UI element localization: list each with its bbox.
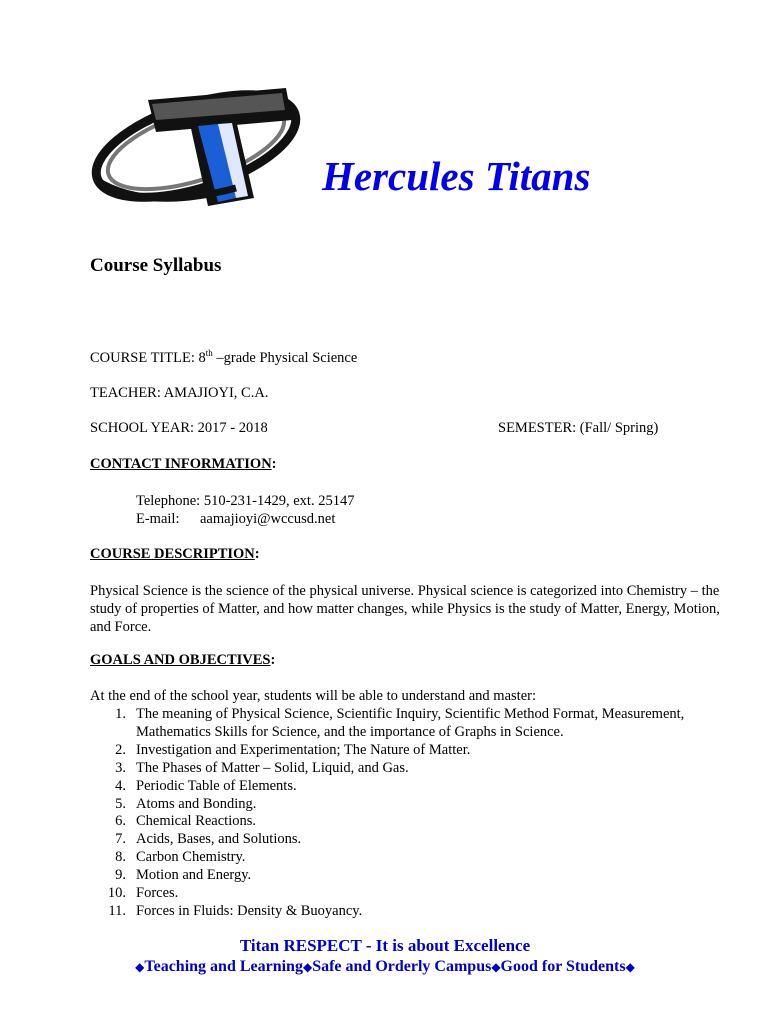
- teacher-line: TEACHER: AMAJIOYI, C.A.: [90, 385, 269, 401]
- diamond-icon: ◆: [302, 960, 313, 974]
- telephone-line: Telephone: 510-231-1429, ext. 25147: [136, 493, 355, 509]
- list-item: 10. Forces.: [107, 885, 179, 902]
- footer-motto: Titan RESPECT - It is about Excellence: [239, 936, 531, 955]
- document-title: Course Syllabus: [90, 255, 222, 276]
- school-year-line: SCHOOL YEAR: 2017 - 2018: [90, 420, 268, 436]
- diamond-icon: ◆: [135, 960, 145, 974]
- email-line: E-mail: aamajioyi@wccusd.net: [136, 511, 336, 527]
- list-item: 2. Investigation and Experimentation; The Nature of Matter.: [115, 741, 471, 758]
- goals-heading: GOALS AND OBJECTIVES:: [90, 652, 276, 668]
- list-item: 6. Chemical Reactions.: [115, 813, 256, 830]
- diamond-icon: ◆: [491, 960, 501, 974]
- description-text: Physical Science is the science of the physical universe. Physical science is categorized into Chemistry – the study of properties of Matter, and how matter changes, while Physics is the study of Matter, Energy, Motion, and Force.: [90, 583, 720, 635]
- diamond-icon: ◆: [625, 960, 635, 974]
- list-item: 9. Motion and Energy.: [115, 867, 252, 884]
- list-item: 5. Atoms and Bonding.: [115, 795, 257, 812]
- brand-title: Hercules Titans: [322, 153, 591, 199]
- list-item: 4. Periodic Table of Elements.: [115, 777, 297, 794]
- list-item: 8. Carbon Chemistry.: [115, 849, 246, 866]
- semester-line: SEMESTER: (Fall/ Spring): [498, 420, 659, 436]
- list-item: 1. The meaning of Physical Science, Scientific Inquiry, Scientific Method Format, Measurement, Mathematics Skills for Science, and the importance of Graphs in Science.: [115, 706, 685, 740]
- titan-logo-icon: [86, 80, 306, 218]
- list-item: 7. Acids, Bases, and Solutions.: [115, 831, 302, 848]
- list-item: 11. Forces in Fluids: Density & Buoyancy.: [108, 902, 363, 919]
- contact-block: [136, 492, 354, 528]
- goals-list: [90, 706, 730, 921]
- course-title: COURSE TITLE: 8th –grade Physical Science: [90, 348, 358, 366]
- goals-intro: At the end of the school year, students will be able to understand and master:: [90, 688, 536, 704]
- footer-pillars: ◆Teaching and Learning◆Safe and Orderly Campus◆Good for Students◆: [135, 958, 635, 975]
- contact-heading: CONTACT INFORMATION:: [90, 456, 277, 472]
- description-heading: COURSE DESCRIPTION:: [90, 546, 260, 562]
- list-item: 3. The Phases of Matter – Solid, Liquid, and Gas.: [115, 759, 409, 776]
- email-address: aamajioyi@wccusd.net: [200, 511, 336, 527]
